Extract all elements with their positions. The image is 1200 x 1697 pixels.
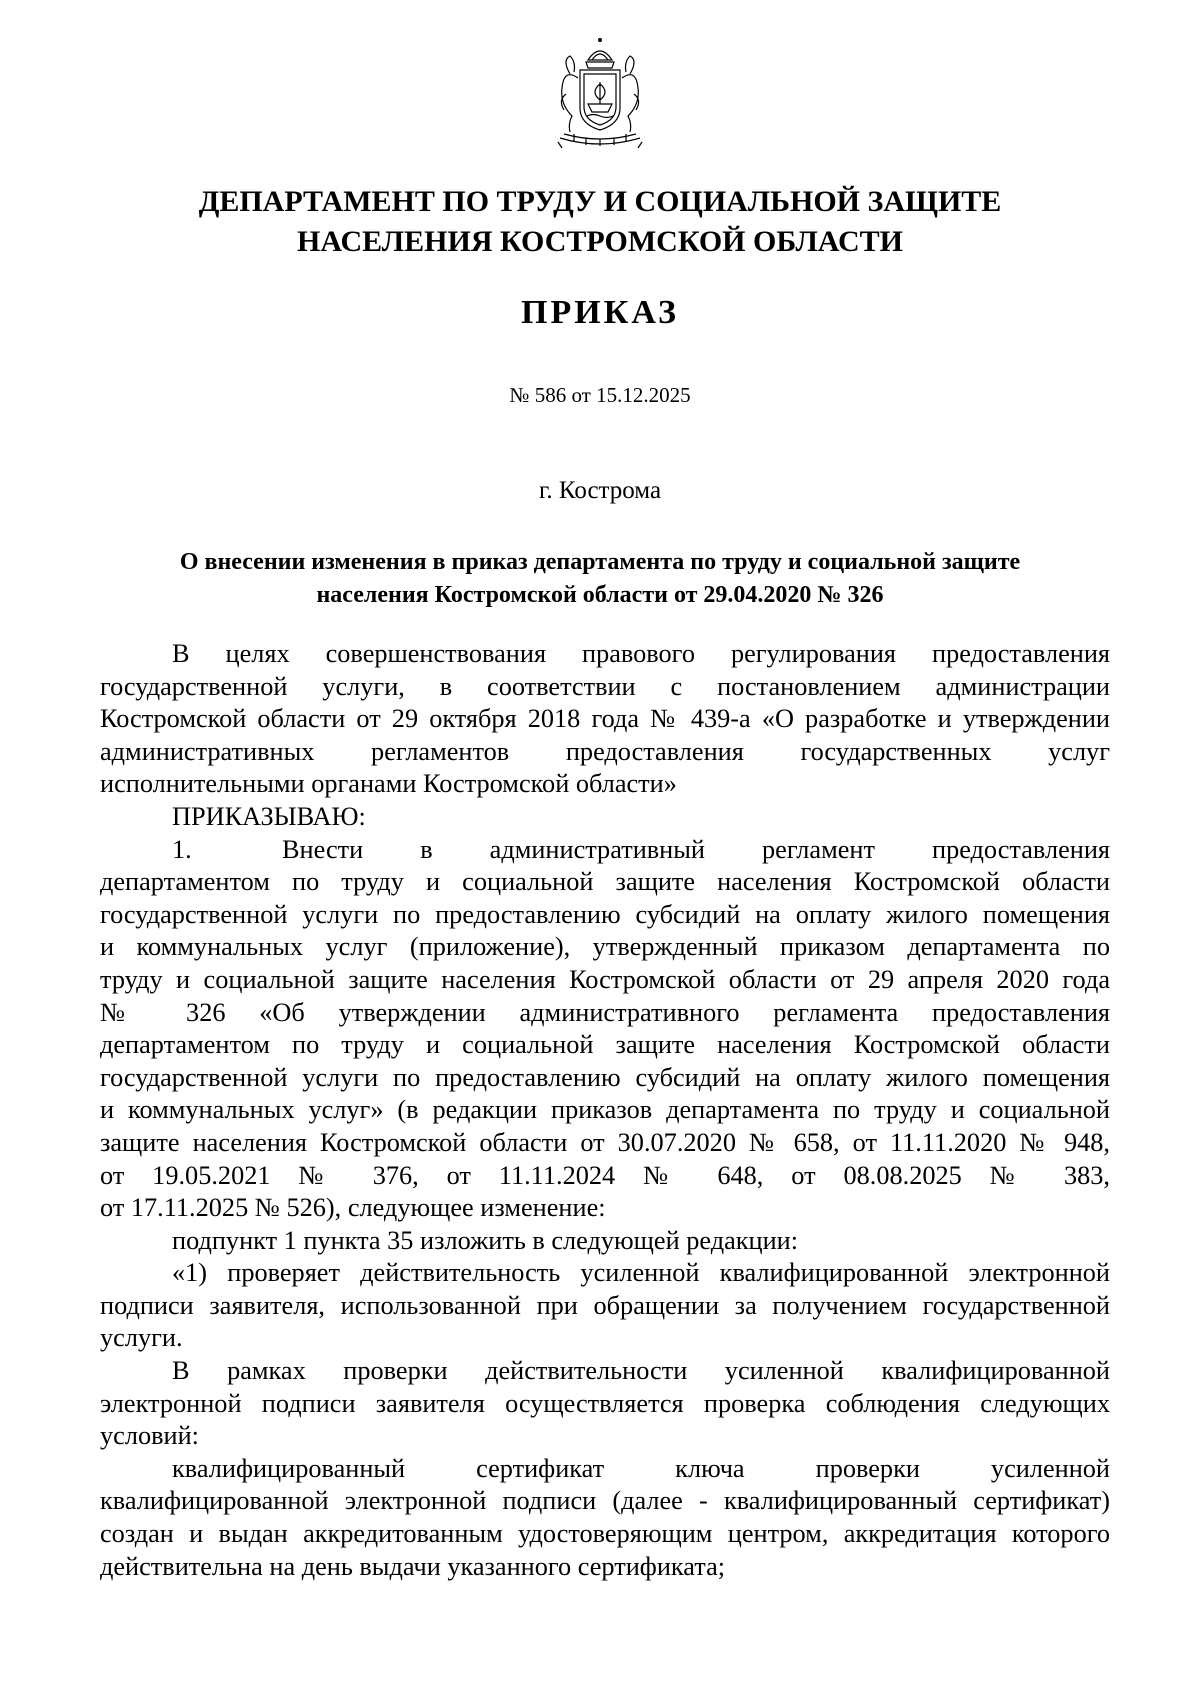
paragraph-line: условий: (100, 1421, 199, 1451)
quote-line: услуги. (100, 1323, 183, 1353)
department-line-1: ДЕПАРТАМЕНТ ПО ТРУДУ И СОЦИАЛЬНОЙ ЗАЩИТЕ (198, 185, 1002, 218)
item-line: труду и социальной защите населения Костромской области от 29 апреля 2020 года (100, 964, 1110, 994)
paragraph-line: электронной подписи заявителя осуществляется проверка соблюдения следующих (100, 1388, 1110, 1418)
paragraph-line: В целях совершенствования правового регулирования предоставления (172, 639, 1110, 668)
order-word: ПРИКАЗЫВАЮ: (172, 801, 366, 831)
order-number-date: № 586 от 15.12.2025 (509, 383, 691, 407)
paragraph-line: действительна на день выдачи указанного сертификата; (100, 1551, 726, 1581)
quote-line: подписи заявителя, использованной при обращении за получением государственной (100, 1290, 1110, 1320)
item-1-first-line (100, 834, 1110, 867)
item-line: государственной услуги по предоставлению субсидий на оплату жилого помещения (100, 1062, 1110, 1092)
item-text: Внести в административный регламент предоставления (282, 834, 1110, 864)
quote-line: «1) проверяет действительность усиленной квалифицированной электронной (172, 1258, 1110, 1288)
subject-line-1: О внесении изменения в приказ департамента по труду и социальной защите (179, 549, 1021, 575)
paragraph-line: В рамках проверки действительности усиленной квалифицированной (172, 1356, 1110, 1386)
item-line: от 19.05.2021 № 376, от 11.11.2024 № 648, от 08.08.2025 № 383, (100, 1160, 1110, 1190)
department-line-2: НАСЕЛЕНИЯ КОСТРОМСКОЙ ОБЛАСТИ (297, 225, 903, 258)
item-line: департаментом по труду и социальной защите населения Костромской области (100, 1030, 1110, 1060)
item-line: и коммунальных услуг (приложение), утвержденный приказом департамента по (100, 932, 1110, 962)
paragraph-line: Костромской области от 29 октября 2018 года № 439-а «О разработке и утверждении (100, 704, 1110, 734)
item-line: от 17.11.2025 № 526), следующее изменение: (100, 1193, 606, 1223)
coat-of-arms-icon (540, 38, 660, 156)
order-body (100, 638, 1110, 1583)
subject-line-2: населения Костромской области от 29.04.2020 № 326 (316, 582, 884, 608)
item-line: № 326 «Об утверждении административного регламента предоставления (100, 997, 1110, 1027)
city-name: г. Кострома (538, 477, 662, 504)
item-line: департаментом по труду и социальной защите населения Костромской области (100, 867, 1110, 897)
item-number: 1. (172, 834, 192, 864)
paragraph-line: квалифицированной электронной подписи (далее - квалифицированный сертификат) (100, 1486, 1110, 1516)
subitem-text: подпункт 1 пункта 35 изложить в следующей редакции: (172, 1225, 799, 1255)
item-line: защите населения Костромской области от 30.07.2020 № 658, от 11.11.2020 № 948, (100, 1127, 1110, 1157)
department-heading (100, 182, 1100, 262)
paragraph-line: административных регламентов предоставления государственных услуг (100, 736, 1110, 766)
paragraph-line: квалифицированный сертификат ключа проверки усиленной (172, 1453, 1110, 1483)
item-line: государственной услуги по предоставлению субсидий на оплату жилого помещения (100, 899, 1110, 929)
paragraph-line: создан и выдан аккредитованным удостоверяющим центром, аккредитация которого (100, 1519, 1110, 1549)
item-line: и коммунальных услуг» (в редакции приказов департамента по труду и социальной (100, 1095, 1110, 1125)
order-subject (100, 546, 1100, 612)
paragraph-line: государственной услуги, в соответствии с постановлением администрации (100, 671, 1110, 701)
document-type-title: ПРИКАЗ (521, 294, 679, 331)
paragraph-line: исполнительными органами Костромской области» (100, 769, 677, 799)
